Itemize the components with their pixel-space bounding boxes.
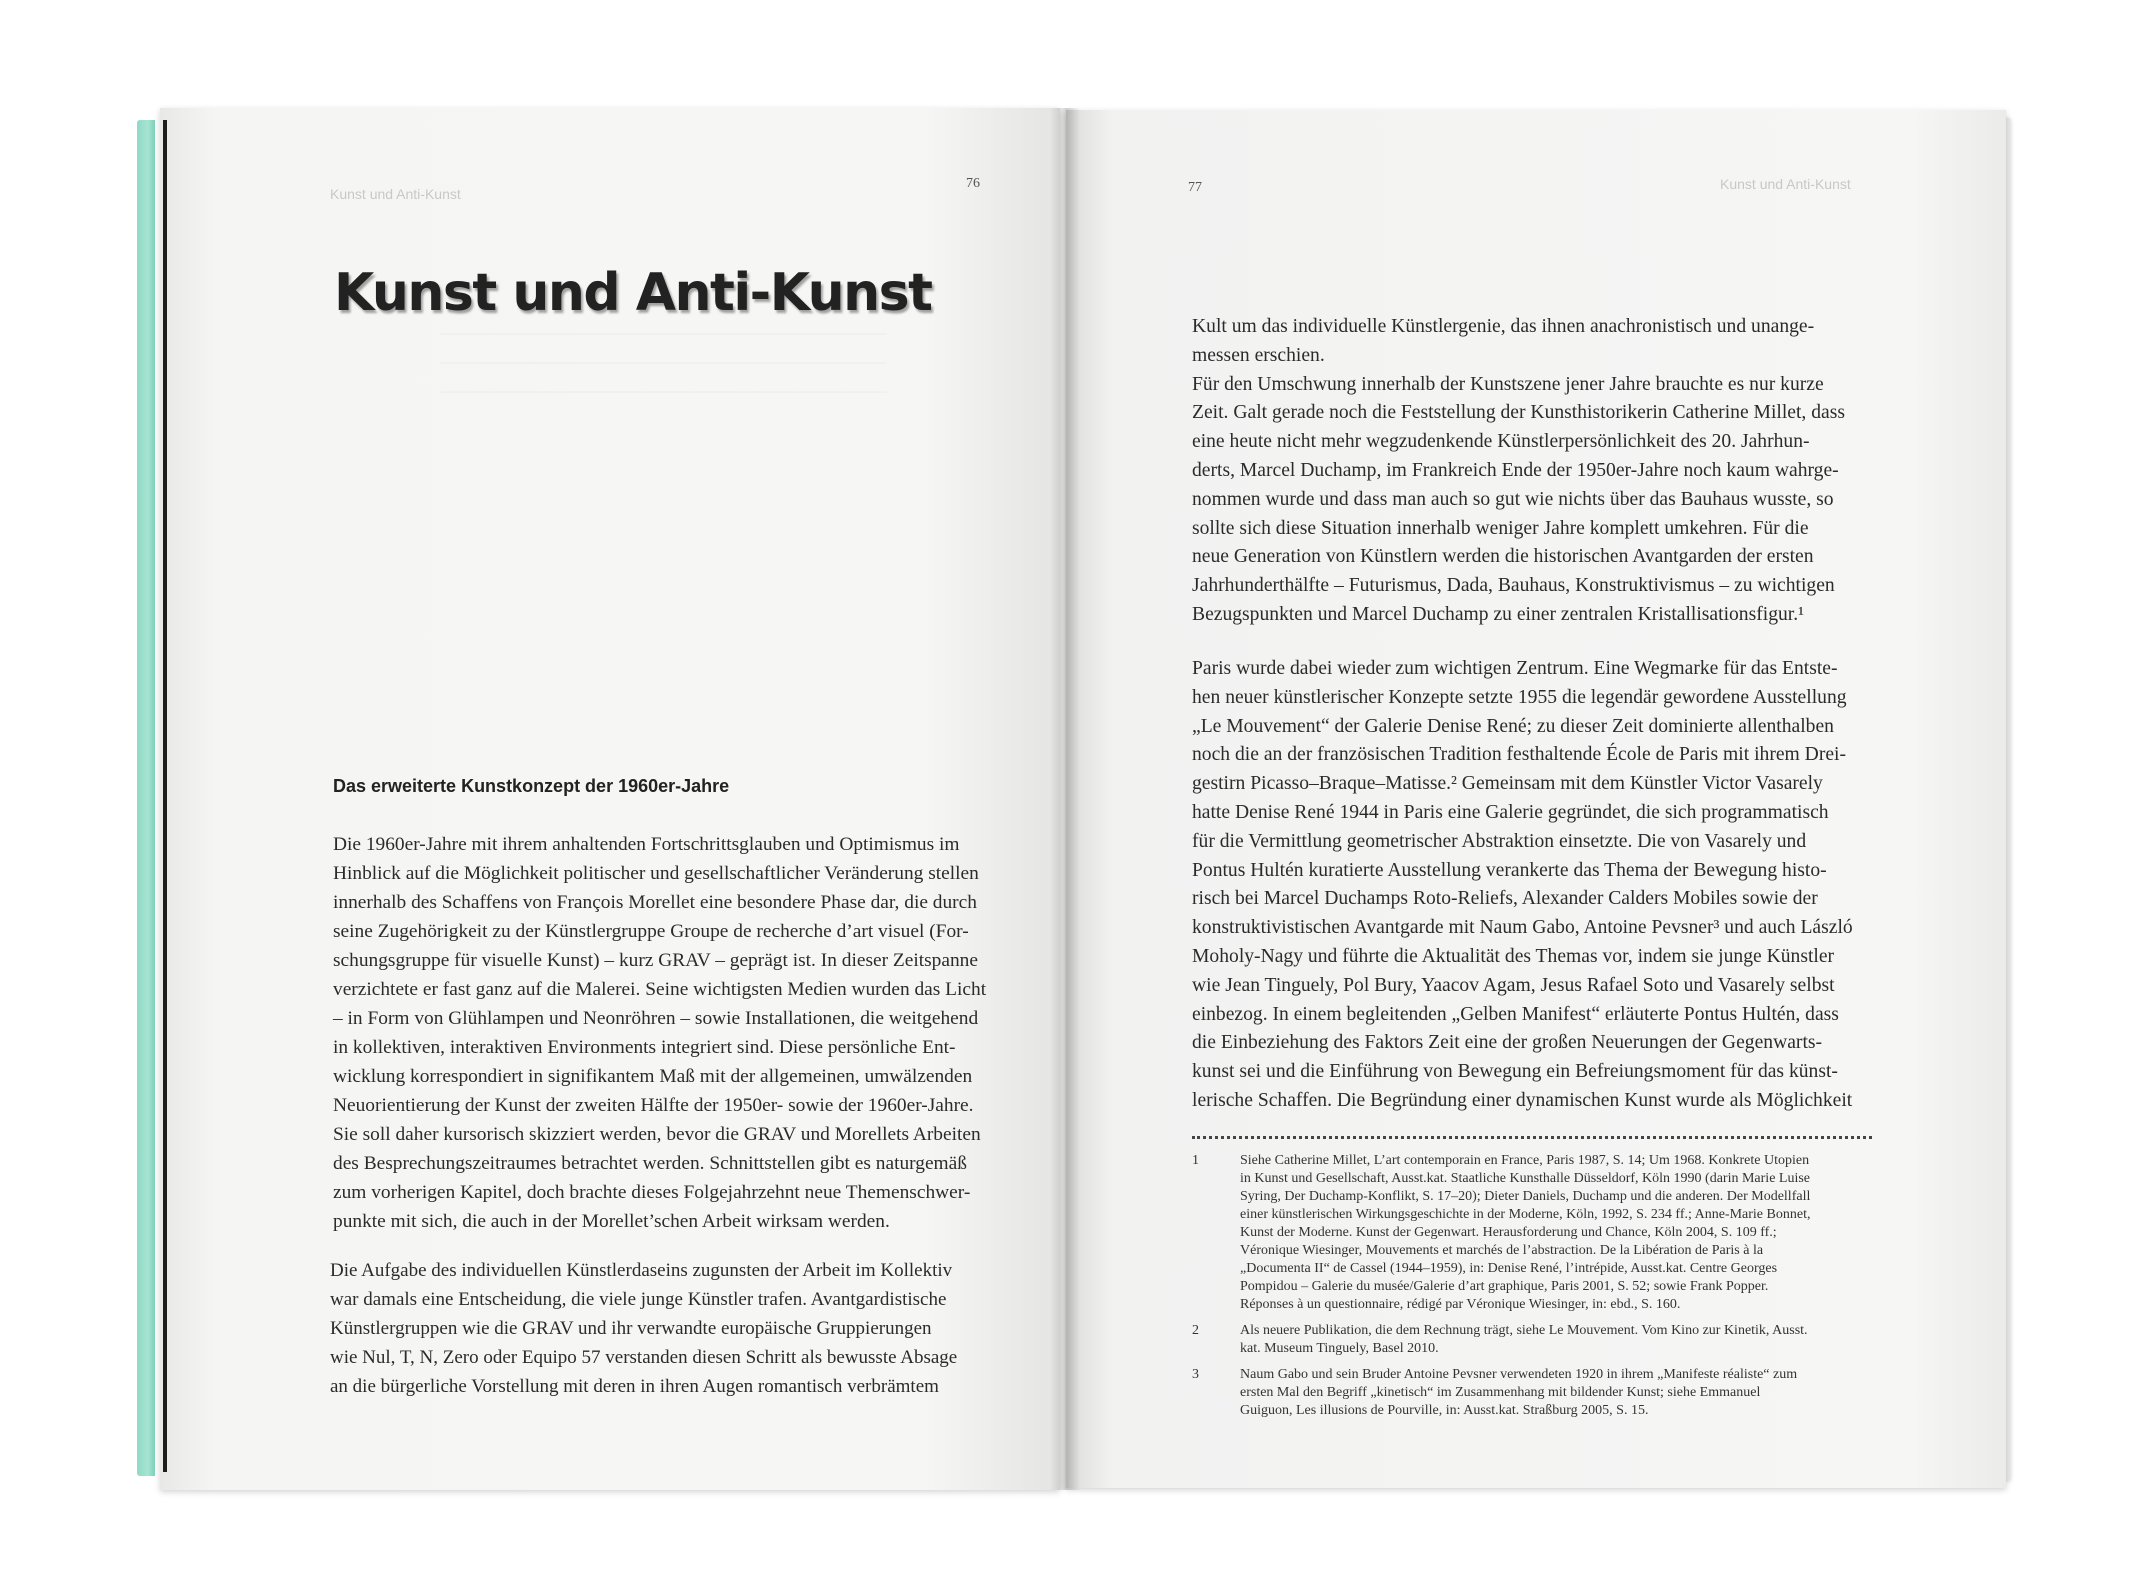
text-line: wie Nul, T, N, Zero oder Equipo 57 verstanden diesen Schritt als bewusste Absage [330,1347,958,1368]
text-line: an die bürgerliche Vorstellung mit deren in ihren Augen romantisch verbrämtem [330,1376,939,1397]
text-line: einbezog. In einem begleitenden „Gelben Manifest“ erläuterte Pontus Hultén, dass [1192,1003,1839,1025]
footnote-divider [1192,1136,1872,1139]
text-line: Zeit. Galt gerade noch die Feststellung der Kunsthistorikerin Catherine Millet, dass [1192,402,1845,424]
footnote-line: Syring, Der Duchamp-Konflikt, S. 17–20); Dieter Daniels, Duchamp und die anderen. Der Modellfall [1240,1189,1811,1204]
text-line: seine Zugehörigkeit zu der Künstlergruppe Groupe de recherche d’art visuel (For- [333,921,969,942]
text-line: für die Vermittlung geometrischer Abstraktion einsetzte. Die von Vasarely und [1192,830,1807,852]
footnote-2 [1192,1322,1892,1358]
footnote-line: Siehe Catherine Millet, L’art contemporain en France, Paris 1987, S. 14; Um 1968. Konkrete Utopien [1240,1153,1810,1168]
footnote-1 [1192,1152,1892,1314]
spine-line [163,120,167,1472]
text-line: Kult um das individuelle Künstlergenie, das ihnen anachronistisch und unange- [1192,316,1815,337]
footnote-line: Réponses à un questionnaire, rédigé par Véronique Wiesinger, in: ebd., S. 160. [1240,1297,1681,1312]
running-head-left: Kunst und Anti-Kunst [330,186,461,202]
footnote-line: Pompidou – Galerie du musée/Galerie d’art graphique, Paris 2001, S. 52; sowie Frank Popper. [1240,1279,1769,1294]
text-line: Jahrhunderthälfte – Futurismus, Dada, Bauhaus, Konstruktivismus – zu wichtigen [1192,575,1835,597]
text-line: lerische Schaffen. Die Begründung einer dynamischen Kunst wurde als Möglichkeit [1192,1089,1853,1111]
footnote-3 [1192,1366,1892,1420]
text-line: konstruktivistischen Avantgarde mit Naum Gabo, Antoine Pevsner³ und auch László [1192,917,1853,939]
text-line: Moholy-Nagy und führte die Aktualität des Themas vor, indem sie junge Künstler [1192,945,1835,967]
text-line: schungsgruppe für visuelle Kunst) – kurz GRAV – geprägt ist. In dieser Zeitspanne [333,950,978,971]
footnote-line: ersten Mal den Begriff „kinetisch“ im Zusammenhang mit bildender Kunst; siehe Emmanuel [1240,1385,1761,1400]
text-line: hatte Denise René 1944 in Paris eine Galerie gegründet, die sich programmatisch [1192,801,1829,823]
footnote-line: Als neuere Publikation, die dem Rechnung trägt, siehe Le Mouvement. Vom Kino zur Kinetik, Ausst. [1240,1323,1808,1338]
text-line: hen neuer künstlerischer Konzepte setzte 1955 die legendär gewordene Ausstellung [1192,686,1847,708]
text-line: messen erschien. [1192,344,1325,366]
page-number-left: 76 [966,176,980,191]
chapter-title: Kunst und Anti-Kunst [334,263,932,323]
right-paragraph-2 [1192,655,1853,1116]
footnote-line: in Kunst und Gesellschaft, Ausst.kat. Staatliche Kunsthalle Düsseldorf, Köln 1990 (darin Marie Luise [1240,1171,1811,1186]
text-line: Die Aufgabe des individuellen Künstlerdaseins zugunsten der Arbeit im Kollektiv [330,1260,953,1281]
text-line: Pontus Hultén kuratierte Ausstellung verankerte das Thema der Bewegung histo- [1192,859,1827,881]
text-line: Sie soll daher kursorisch skizziert werden, bevor die GRAV und Morellets Arbeiten [333,1124,981,1145]
text-line: derts, Marcel Duchamp, im Frankreich Ende der 1950er-Jahre noch kaum wahrge- [1192,459,1839,481]
footnote-line: „Documenta II“ de Cassel (1944–1959), in: Denise René, l’intrépide, Ausst.kat. Centre Georges [1240,1261,1778,1276]
text-line: verzichtete er fast ganz auf die Malerei. Seine wichtigsten Medien wurden das Licht [333,979,987,1000]
text-line: sollte sich diese Situation innerhalb weniger Jahre komplett umkehren. Für die [1192,517,1809,539]
footnote-line: kat. Museum Tinguely, Basel 2010. [1240,1341,1439,1356]
text-line: eine heute nicht mehr wegzudenkende Künstlerpersönlichkeit des 20. Jahrhun- [1192,431,1810,453]
running-head-right: Kunst und Anti-Kunst [1720,176,1851,192]
footnote-line: Guiguon, Les illusions de Pourville, in: Ausst.kat. Straßburg 2005, S. 15. [1240,1403,1649,1418]
text-line: punkte mit sich, die auch in der Morellet’schen Arbeit wirksam werden. [333,1211,890,1232]
footnote-line: Véronique Wiesinger, Mouvements et marchés de l’abstraction. De la Libération de Paris à la [1240,1243,1764,1258]
text-line: nommen wurde und dass man auch so gut wie nichts über das Bauhaus wusste, so [1192,488,1834,510]
book-cover-edge [137,120,155,1476]
text-line: Paris wurde dabei wieder zum wichtigen Zentrum. Eine Wegmarke für das Entste- [1192,658,1838,679]
book-gutter [1050,108,1080,1490]
show-through-text [440,312,887,399]
footnote-number: 1 [1192,1153,1199,1168]
text-line: zum vorherigen Kapitel, doch brachte dieses Folgejahrzehnt neue Themenschwer- [333,1182,971,1203]
text-line: Hinblick auf die Möglichkeit politischer und gesellschaftlicher Veränderung stellen [333,863,979,884]
text-line: in kollektiven, interaktiven Environments integriert sind. Diese persönliche Ent- [333,1037,956,1058]
footnotes [1192,1152,1892,1428]
text-line: gestirn Picasso–Braque–Matisse.² Gemeinsam mit dem Künstler Victor Vasarely [1192,773,1823,795]
text-line: wicklung korrespondiert in signifikantem Maß mit der allgemeinen, umwälzenden [333,1066,973,1087]
text-line: neue Generation von Künstlern werden die historischen Avantgarden der ersten [1192,546,1814,568]
left-paragraph-2 [330,1256,957,1401]
text-line: die Einbeziehung des Faktors Zeit eine der großen Neuerungen der Gegenwarts- [1192,1032,1823,1054]
text-line: „Le Mouvement“ der Galerie Denise René; zu dieser Zeit dominierte allenthalben [1192,715,1834,737]
section-heading: Das erweiterte Kunstkonzept der 1960er-Jahre [333,776,730,796]
footnote-line: Kunst der Moderne. Kunst der Gegenwart. Herausforderung und Chance, Köln 2004, S. 109 ff.; [1240,1225,1777,1240]
text-line: Künstlergruppen wie die GRAV und ihr verwandte europäische Gruppierungen [330,1318,932,1339]
page-number-right: 77 [1188,180,1202,195]
text-line: innerhalb des Schaffens von François Morellet eine besondere Phase dar, die durch [333,892,977,913]
left-paragraph-1 [333,830,986,1236]
text-line: Für den Umschwung innerhalb der Kunstszene jener Jahre brauchte es nur kurze [1192,373,1824,395]
footnote-number: 3 [1192,1367,1199,1382]
footnote-number: 2 [1192,1323,1199,1338]
text-line: war damals eine Entscheidung, die viele junge Künstler trafen. Avantgardistische [330,1289,947,1310]
text-line: kunst sei und die Einführung von Bewegung ein Befreiungsmoment für das künst- [1192,1061,1838,1083]
text-line: Neuorientierung der Kunst der zweiten Hälfte der 1950er- sowie der 1960er-Jahre. [333,1095,974,1116]
text-line: Die 1960er-Jahre mit ihrem anhaltenden Fortschrittsglauben und Optimismus im [333,834,960,855]
text-line: – in Form von Glühlampen und Neonröhren – sowie Installationen, die weitgehend [333,1008,979,1029]
text-line: wie Jean Tinguely, Pol Bury, Yaacov Agam, Jesus Rafael Soto und Vasarely selbst [1192,974,1835,996]
text-line: noch die an der französischen Tradition festhaltende École de Paris mit ihrem Drei- [1192,744,1847,766]
footnote-line: Naum Gabo und sein Bruder Antoine Pevsner verwendeten 1920 in ihrem „Manifeste réaliste“ zum [1240,1367,1798,1382]
text-line: Bezugspunkten und Marcel Duchamp zu einer zentralen Kristallisationsfigur.¹ [1192,603,1805,625]
footnote-line: einer künstlerischen Wirkungsgeschichte in der Moderne, Köln, 1992, S. 234 ff.; Anne-Marie Bonnet, [1240,1207,1811,1222]
text-line: des Besprechungszeitraumes betrachtet werden. Schnittstellen gibt es naturgemäß [333,1153,967,1174]
right-paragraph-1 [1192,313,1845,630]
text-line: risch bei Marcel Duchamps Roto-Reliefs, Alexander Calders Mobiles sowie der [1192,888,1818,910]
